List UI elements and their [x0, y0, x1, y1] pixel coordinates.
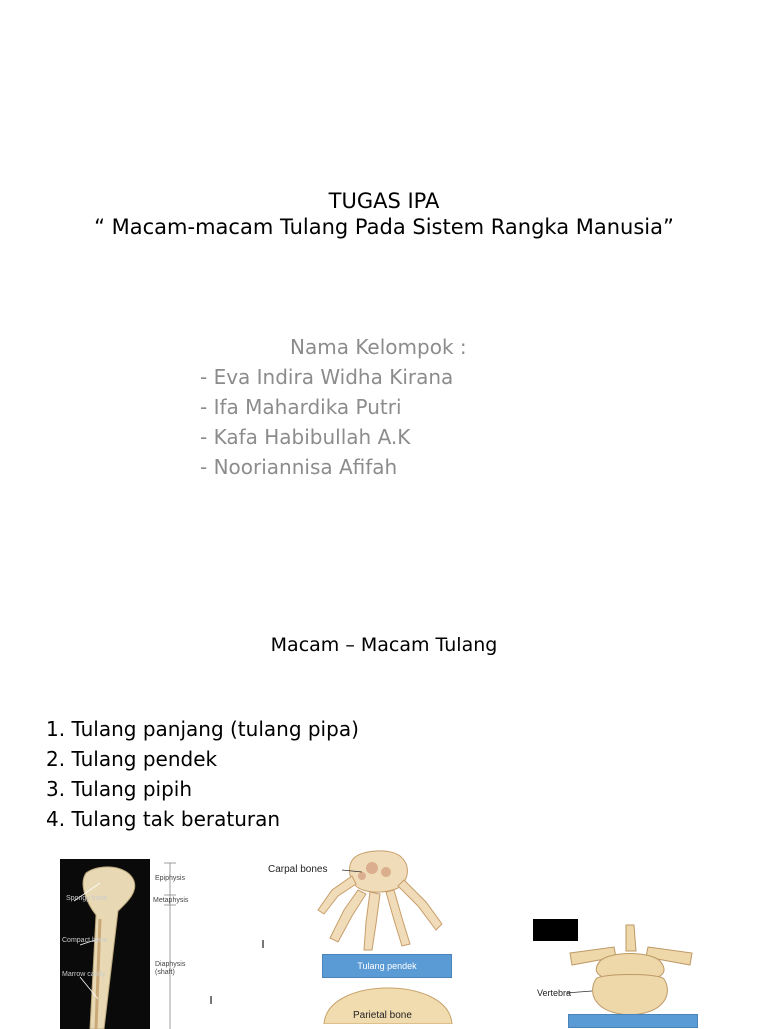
long-bone-figure	[60, 859, 200, 1029]
hand-bones-illustration	[262, 846, 462, 956]
bracket-lines	[150, 859, 200, 1029]
figure-label: Metaphysis	[153, 897, 189, 904]
figure-label: Carpal bones	[268, 864, 328, 875]
vertebra-figure	[530, 921, 705, 1021]
label-column	[150, 859, 200, 1029]
list-item: 4. Tulang tak beraturan	[46, 807, 281, 831]
irregular-bone-tag	[568, 1014, 698, 1028]
bone-type-list	[46, 714, 359, 834]
figure-label: Epiphysis	[155, 875, 185, 882]
figure-label: Marrow cavity	[62, 971, 106, 978]
list-item: 1. Tulang panjang (tulang pipa)	[46, 717, 359, 741]
group-member: - Nooriannisa Afifah	[200, 455, 398, 479]
group-member: - Eva Indira Widha Kirana	[200, 365, 454, 389]
list-item: 2. Tulang pendek	[46, 747, 218, 771]
figure-label: Compact bone	[62, 937, 108, 944]
title-block	[0, 188, 768, 240]
group-heading: Nama Kelompok :	[290, 335, 467, 359]
list-item: 3. Tulang pipih	[46, 777, 193, 801]
vertebra-illustration	[530, 921, 705, 1021]
group-member: - Kafa Habibullah A.K	[200, 425, 411, 449]
slide-2	[0, 576, 768, 1024]
figure-label: Vertebra	[537, 988, 572, 998]
group-member: - Ifa Mahardika Putri	[200, 395, 402, 419]
slide-title: TUGAS IPA	[328, 189, 440, 213]
figure-label: Spongy bone	[66, 895, 108, 902]
figure-label: Parietal bone	[353, 1010, 412, 1021]
slide-subtitle: “ Macam-macam Tulang Pada Sistem Rangka Manusia”	[94, 215, 674, 239]
section-title: Macam – Macam Tulang	[270, 634, 498, 656]
short-bone-tag: Tulang pendek	[322, 954, 452, 978]
parietal-bone-figure	[320, 986, 455, 1024]
figure-label: Diaphysis (shaft)	[155, 961, 186, 976]
divider-mark	[210, 996, 212, 1004]
group-members	[200, 332, 467, 482]
carpal-bone-figure	[262, 846, 462, 956]
